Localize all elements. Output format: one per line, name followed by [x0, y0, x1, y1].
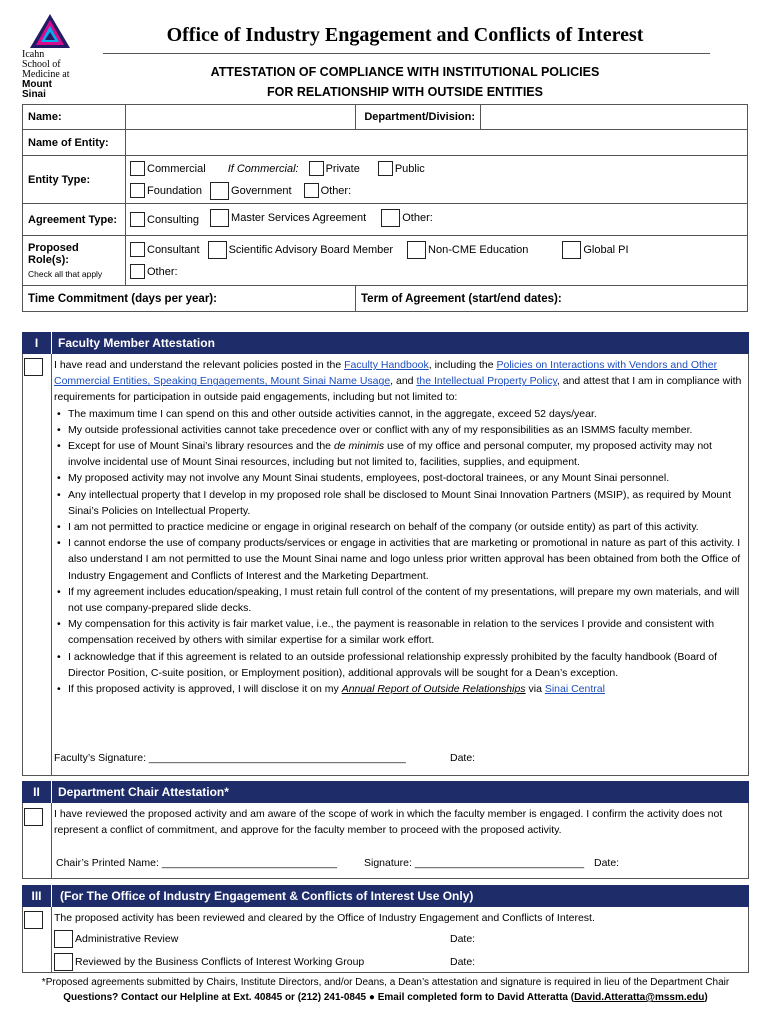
list-item: • I am not permitted to practice medicine or engage in original research on behalf of the company (or outside entity) as part of this activity. [54, 519, 744, 535]
faculty-date-label: Date: [450, 752, 476, 764]
consulting-checkbox[interactable]: Consulting [130, 212, 199, 227]
roles-label: Proposed Role(s): [28, 242, 79, 266]
logo-line: School of [22, 59, 61, 70]
entity-name-field[interactable] [126, 130, 748, 156]
logo-line: Icahn [22, 49, 45, 60]
list-item: • My outside professional activities cannot take precedence over or conflict with any of my responsibilities as an ISMMS faculty member. [54, 422, 744, 438]
chair-attestation-checkbox[interactable] [24, 808, 43, 826]
faculty-handbook-link[interactable]: Faculty Handbook [344, 359, 429, 371]
admin-review-date-label: Date: [450, 933, 476, 945]
chair-signature-line[interactable]: Signature: _____________________________ [364, 857, 585, 869]
logo-mark-icon [30, 14, 70, 48]
chair-date-label: Date: [594, 857, 620, 869]
office-review-text: The proposed activity has been reviewed and cleared by the Office of Industry Engagement and Conflicts of Interest. [54, 912, 595, 924]
section-3-header: III (For The Office of Industry Engagement & Conflicts of Interest Use Only) [22, 885, 749, 907]
section-1-left-column [22, 354, 52, 776]
logo-line: Medicine at [22, 69, 70, 80]
list-item: • Any intellectual property that I develop in my proposed role shall be disclosed to Mount Sinai Innovation Partners (MSIP), as required by Mount Sinai’s Policies on Intellectual Property. [54, 487, 744, 519]
section-1-header: I Faculty Member Attestation [22, 332, 749, 354]
time-commitment-label: Time Commitment (days per year): [23, 286, 356, 312]
list-item: • My proposed activity may not involve any Mount Sinai students, employees, post-doctoral trainees, or any Mount Sinai personnel. [54, 470, 744, 486]
page-title: Office of Industry Engagement and Conflicts of Interest [166, 24, 644, 46]
footer-contact: Questions? Contact our Helpline at Ext. 40845 or (212) 241-0845 ● Email completed form to David Atteratta (David.Atteratta@mssm.edu) [63, 992, 708, 1003]
faculty-signature-line[interactable]: Faculty’s Signature: ____________________________________________ [54, 752, 406, 764]
business-review-date-label: Date: [450, 956, 476, 968]
consultant-checkbox[interactable]: Consultant [130, 242, 200, 257]
info-table [22, 104, 748, 312]
list-item: • I acknowledge that if this agreement is related to an outside professional relationship expressly prohibited by the faculty handbook (Board of Director Position, C-suite position, or Employment position), additional approvals will be sought for a Dean’s exception. [54, 649, 744, 681]
chair-attestation-text: I have reviewed the proposed activity and am aware of the scope of work in which the faculty member is engaged. I confirm the activity does not represent a conflict of commitment, and approve for the faculty member to proceed with the proposed activity. [54, 808, 723, 837]
list-item: • The maximum time I can spend on this and other outside activities cannot, in the aggregate, exceed 52 days/year. [54, 406, 744, 422]
list-item: • If this proposed activity is approved, I will disclose it on my Annual Report of Outside Relationships via Sinai Central [54, 681, 744, 697]
policies-link[interactable]: Policies on Interactions with Vendors and Other Commercial Entities, Speaking Engagements, Mount Sinai Name Usage [54, 359, 718, 388]
section-2-header: II Department Chair Attestation* [22, 781, 749, 803]
logo-line: Mount [22, 79, 52, 90]
role-other-checkbox[interactable]: Other: [130, 264, 178, 279]
sab-checkbox[interactable]: Scientific Advisory Board Member [208, 241, 393, 259]
noncme-checkbox[interactable]: Non-CME Education [407, 241, 528, 259]
list-item: • Except for use of Mount Sinai’s library resources and the de minimis use of my office and personal computer, my proposed activity may not involve incidental use of Mount Sinai resources, including but not limited to, facilities, supplies, and equipment. [54, 438, 744, 470]
term-label: Term of Agreement (start/end dates): [356, 286, 748, 312]
footer-note: *Proposed agreements submitted by Chairs, Institute Directors, and/or Deans, a Dean’s attestation and signature is required in lieu of the Department Chair [41, 977, 730, 988]
title-divider [103, 53, 710, 54]
department-label: Department/Division: [356, 105, 481, 130]
government-checkbox[interactable]: Government [210, 182, 292, 200]
entity-name-label: Name of Entity: [23, 130, 126, 156]
logo [22, 14, 84, 100]
logo-line: Sinai [22, 89, 46, 100]
bullet-icon: ● [368, 992, 375, 1003]
private-checkbox[interactable]: Private [309, 161, 360, 176]
roles-hint: Check all that apply [28, 269, 103, 279]
name-label: Name: [23, 105, 126, 130]
faculty-attestation-text: I have read and understand the relevant policies posted in the Faculty Handbook, including the Policies on Interactions with Vendors and Other Commercial Entities, Speaking Engagements, Mount Sinai Name Usage, and the Intellectual Property Policy, and attest that I am in compliance with requirements for participation in outside paid engagements, including but not limited to: • The maximum time I can spend on this and other outside activities cannot, in the aggregate, exceed 52 days/year. • My outside professional activities cannot take precedence over or conflict with any of my responsibilities as an ISMMS faculty member. • Except for use of Mount Sinai’s library resources and the de minimis use of my office and personal computer, my proposed activity may not involve incidental use of Mount Sinai resources, including but not limited to, facilities, supplies, and equipment. • My proposed activity may not involve any Mount Sinai students, employees, post-doctoral trainees, or any Mount Sinai personnel. • Any intellectual property that I develop in my proposed role shall be disclosed to Mount Sinai Innovation Partners (MSIP), as required by Mount Sinai’s Policies on Intellectual Property. • I am not permitted to practice medicine or engage in original research on behalf of the company (or outside entity) as part of this activity. • I cannot endorse the use of company products/services or engage in activities that are marketing or promotional in nature as part of this activity. I also understand I am not permitted to use the Mount Sinai name and logo unless prior written approval has been obtained from both the Office of Industry Engagement and Conflicts of Interest and the Marketing Department. • If my agreement includes education/speaking, I must retain full control of the content of my presentations, will prepare my own materials, and will not use company-prepared slide decks. • My compensation for this activity is fair market value, i.e., the payment is reasonable in relation to the services I provide and consistent with compensation received by others with similar expertise for a similar work effort. • I acknowledge that if this agreement is related to an outside professional relationship expressly prohibited by the faculty handbook (Board of Director Position, C-suite position, or Employment position), additional approvals will be sought for a Dean’s exception. • If this proposed activity is approved, I will disclose it on my Annual Report of Outside Relationships via Sinai Central [54, 357, 744, 697]
agreement-other-checkbox[interactable]: Other: [381, 209, 433, 227]
entity-type-label: Entity Type: [23, 156, 126, 204]
list-item: • If my agreement includes education/speaking, I must retain full control of the content of my presentations, will prepare my own materials, and will not use company-prepared slide decks. [54, 584, 744, 616]
commercial-checkbox[interactable]: Commercial [130, 161, 206, 176]
agreement-type-label: Agreement Type: [23, 204, 126, 236]
ip-policy-link[interactable]: the Intellectual Property Policy [416, 375, 557, 388]
sinai-central-link[interactable]: Sinai Central [544, 683, 605, 696]
chair-printed-name-line[interactable]: Chair’s Printed Name: ______________________________ [56, 857, 338, 869]
msa-checkbox[interactable]: Master Services Agreement [210, 209, 366, 227]
if-commercial-label: If Commercial: [227, 162, 299, 175]
list-item: • My compensation for this activity is fair market value, i.e., the payment is reasonable in relation to the services I provide and consistent with compensation received by others with similar expertise for a similar work effort. [54, 616, 744, 648]
foundation-checkbox[interactable]: Foundation [130, 183, 202, 198]
globalpi-checkbox[interactable]: Global PI [562, 241, 628, 259]
list-item: • I cannot endorse the use of company products/services or engage in activities that are marketing or promotional in nature as part of this activity. I also understand I am not permitted to use the Mount Sinai name and logo unless prior written approval has been obtained from both the Office of Industry Engagement and Conflicts of Interest and the Marketing Department. [54, 535, 744, 584]
faculty-attestation-checkbox[interactable] [24, 358, 43, 376]
business-review-checkbox[interactable]: Reviewed by the Business Conflicts of Interest Working Group [54, 953, 364, 971]
department-field[interactable] [481, 105, 748, 130]
name-field[interactable] [126, 105, 356, 130]
entity-other-checkbox[interactable]: Other: [304, 183, 352, 198]
attestation-list [54, 406, 744, 698]
public-checkbox[interactable]: Public [378, 161, 425, 176]
office-review-checkbox[interactable] [24, 911, 43, 929]
admin-review-checkbox[interactable]: Administrative Review [54, 930, 178, 948]
form-subtitle: ATTESTATION OF COMPLIANCE WITH INSTITUTIONAL POLICIES FOR RELATIONSHIP WITH OUTSIDE ENTITIES [210, 65, 600, 99]
email-link[interactable]: David.Atteratta@mssm.edu [574, 992, 705, 1003]
